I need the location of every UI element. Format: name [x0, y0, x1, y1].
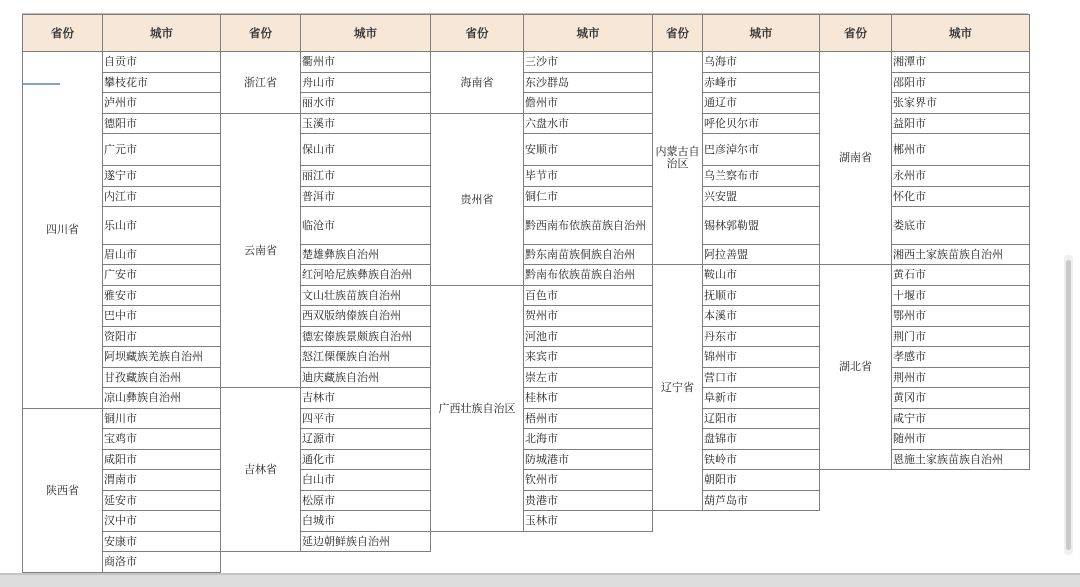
city-cell: 玉林市 — [524, 511, 653, 532]
city-cell: 辽源市 — [301, 429, 431, 450]
city-cell: 铜川市 — [103, 409, 221, 429]
city-cell: 湘潭市 — [892, 52, 1030, 73]
city-cell: 永州市 — [892, 166, 1030, 187]
city-cell: 眉山市 — [103, 245, 221, 265]
region-table-3 — [430, 14, 653, 532]
city-cell: 辽阳市 — [703, 409, 820, 429]
province-cell: 湖南省 — [820, 52, 892, 265]
city-cell: 丹东市 — [703, 327, 820, 347]
city-cell: 松原市 — [301, 491, 431, 511]
city-header: 城市 — [892, 15, 1030, 52]
city-cell: 巴彦淖尔市 — [703, 134, 820, 166]
province-cell: 浙江省 — [221, 52, 301, 114]
city-cell: 贺州市 — [524, 306, 653, 327]
city-cell: 呼伦贝尔市 — [703, 114, 820, 134]
city-cell: 商洛市 — [103, 552, 221, 573]
city-cell: 四平市 — [301, 409, 431, 429]
city-cell: 鄂州市 — [892, 306, 1030, 327]
city-cell: 黔西南布依族苗族自治州 — [524, 207, 653, 245]
city-cell: 丽水市 — [301, 93, 431, 114]
city-cell: 乌海市 — [703, 52, 820, 73]
city-cell: 巴中市 — [103, 306, 221, 327]
city-cell: 随州市 — [892, 429, 1030, 450]
city-cell: 葫芦岛市 — [703, 491, 820, 511]
city-cell: 玉溪市 — [301, 114, 431, 134]
city-cell: 怒江傈僳族自治州 — [301, 347, 431, 368]
city-header: 城市 — [103, 15, 221, 52]
province-cell: 湖北省 — [820, 265, 892, 470]
city-cell: 资阳市 — [103, 327, 221, 347]
city-cell: 延安市 — [103, 491, 221, 511]
province-header: 省份 — [653, 15, 703, 52]
city-cell: 乐山市 — [103, 207, 221, 245]
city-cell: 鞍山市 — [703, 265, 820, 286]
province-header: 省份 — [23, 15, 103, 52]
city-cell: 黔南布依族苗族自治州 — [524, 265, 653, 286]
city-cell: 安康市 — [103, 532, 221, 552]
city-cell: 娄底市 — [892, 207, 1030, 245]
city-cell: 朝阳市 — [703, 470, 820, 491]
city-cell: 通化市 — [301, 450, 431, 470]
province-cell: 四川省 — [23, 52, 103, 409]
city-cell: 黄冈市 — [892, 388, 1030, 409]
city-cell: 舟山市 — [301, 73, 431, 93]
city-cell: 德宏傣族景颇族自治州 — [301, 327, 431, 347]
city-cell: 北海市 — [524, 429, 653, 450]
city-cell: 兴安盟 — [703, 187, 820, 207]
province-cell: 吉林省 — [221, 388, 301, 552]
region-table-2 — [220, 14, 431, 552]
city-cell: 阜新市 — [703, 388, 820, 409]
city-cell: 广元市 — [103, 134, 221, 166]
city-cell: 遂宁市 — [103, 166, 221, 187]
province-header: 省份 — [431, 15, 524, 52]
city-cell: 阿拉善盟 — [703, 245, 820, 265]
city-cell: 防城港市 — [524, 450, 653, 470]
province-header: 省份 — [221, 15, 301, 52]
city-cell: 来宾市 — [524, 347, 653, 368]
city-cell: 楚雄彝族自治州 — [301, 245, 431, 265]
region-table-5 — [819, 14, 1030, 470]
city-cell: 泸州市 — [103, 93, 221, 114]
city-cell: 丽江市 — [301, 166, 431, 187]
city-cell: 凉山彝族自治州 — [103, 388, 221, 409]
city-header: 城市 — [703, 15, 820, 52]
city-cell: 铁岭市 — [703, 450, 820, 470]
city-cell: 锡林郭勒盟 — [703, 207, 820, 245]
city-cell: 迪庆藏族自治州 — [301, 368, 431, 388]
city-cell: 本溪市 — [703, 306, 820, 327]
city-cell: 东沙群岛 — [524, 73, 653, 93]
province-cell: 云南省 — [221, 114, 301, 388]
city-cell: 咸宁市 — [892, 409, 1030, 429]
city-cell: 自贡市 — [103, 52, 221, 73]
city-cell: 怀化市 — [892, 187, 1030, 207]
province-cell: 陕西省 — [23, 409, 103, 573]
city-cell: 盘锦市 — [703, 429, 820, 450]
province-cell: 广西壮族自治区 — [431, 286, 524, 532]
city-cell: 河池市 — [524, 327, 653, 347]
city-cell: 雅安市 — [103, 286, 221, 306]
region-table-1 — [22, 14, 221, 573]
city-cell: 十堰市 — [892, 286, 1030, 306]
accent-line — [23, 83, 60, 85]
province-cell: 辽宁省 — [653, 265, 703, 511]
city-cell: 邵阳市 — [892, 73, 1030, 93]
city-cell: 荆门市 — [892, 327, 1030, 347]
city-cell: 益阳市 — [892, 114, 1030, 134]
scrollbar-thumb[interactable] — [1066, 260, 1071, 550]
city-cell: 荆州市 — [892, 368, 1030, 388]
city-cell: 黔东南苗族侗族自治州 — [524, 245, 653, 265]
city-cell: 六盘水市 — [524, 114, 653, 134]
city-cell: 梧州市 — [524, 409, 653, 429]
city-cell: 德阳市 — [103, 114, 221, 134]
city-cell: 锦州市 — [703, 347, 820, 368]
city-cell: 临沧市 — [301, 207, 431, 245]
city-cell: 宝鸡市 — [103, 429, 221, 450]
region-table-4 — [652, 14, 820, 511]
city-cell: 白山市 — [301, 470, 431, 491]
city-cell: 桂林市 — [524, 388, 653, 409]
city-cell: 汉中市 — [103, 511, 221, 532]
city-cell: 钦州市 — [524, 470, 653, 491]
city-cell: 阿坝藏族羌族自治州 — [103, 347, 221, 368]
city-cell: 内江市 — [103, 187, 221, 207]
city-cell: 安顺市 — [524, 134, 653, 166]
city-cell: 三沙市 — [524, 52, 653, 73]
bottom-band — [0, 575, 1080, 587]
city-cell: 张家界市 — [892, 93, 1030, 114]
city-cell: 百色市 — [524, 286, 653, 306]
city-cell: 延边朝鲜族自治州 — [301, 532, 431, 552]
province-cell: 内蒙古自治区 — [653, 52, 703, 265]
city-cell: 西双版纳傣族自治州 — [301, 306, 431, 327]
province-cell: 海南省 — [431, 52, 524, 114]
city-cell: 红河哈尼族彝族自治州 — [301, 265, 431, 286]
city-cell: 赤峰市 — [703, 73, 820, 93]
city-cell: 郴州市 — [892, 134, 1030, 166]
city-cell: 贵港市 — [524, 491, 653, 511]
city-header: 城市 — [301, 15, 431, 52]
city-cell: 衢州市 — [301, 52, 431, 73]
city-cell: 甘孜藏族自治州 — [103, 368, 221, 388]
city-cell: 广安市 — [103, 265, 221, 286]
city-cell: 孝感市 — [892, 347, 1030, 368]
city-cell: 文山壮族苗族自治州 — [301, 286, 431, 306]
city-cell: 保山市 — [301, 134, 431, 166]
city-cell: 黄石市 — [892, 265, 1030, 286]
province-header: 省份 — [820, 15, 892, 52]
city-cell: 铜仁市 — [524, 187, 653, 207]
province-cell: 贵州省 — [431, 114, 524, 286]
city-cell: 普洱市 — [301, 187, 431, 207]
city-cell: 抚顺市 — [703, 286, 820, 306]
city-cell: 崇左市 — [524, 368, 653, 388]
city-cell: 咸阳市 — [103, 450, 221, 470]
city-cell: 渭南市 — [103, 470, 221, 491]
city-cell: 白城市 — [301, 511, 431, 532]
city-cell: 乌兰察布市 — [703, 166, 820, 187]
city-cell: 毕节市 — [524, 166, 653, 187]
city-cell: 通辽市 — [703, 93, 820, 114]
city-header: 城市 — [524, 15, 653, 52]
city-cell: 湘西土家族苗族自治州 — [892, 245, 1030, 265]
city-cell: 攀枝花市 — [103, 73, 221, 93]
city-cell: 营口市 — [703, 368, 820, 388]
city-cell: 恩施土家族苗族自治州 — [892, 450, 1030, 470]
city-cell: 吉林市 — [301, 388, 431, 409]
city-cell: 儋州市 — [524, 93, 653, 114]
